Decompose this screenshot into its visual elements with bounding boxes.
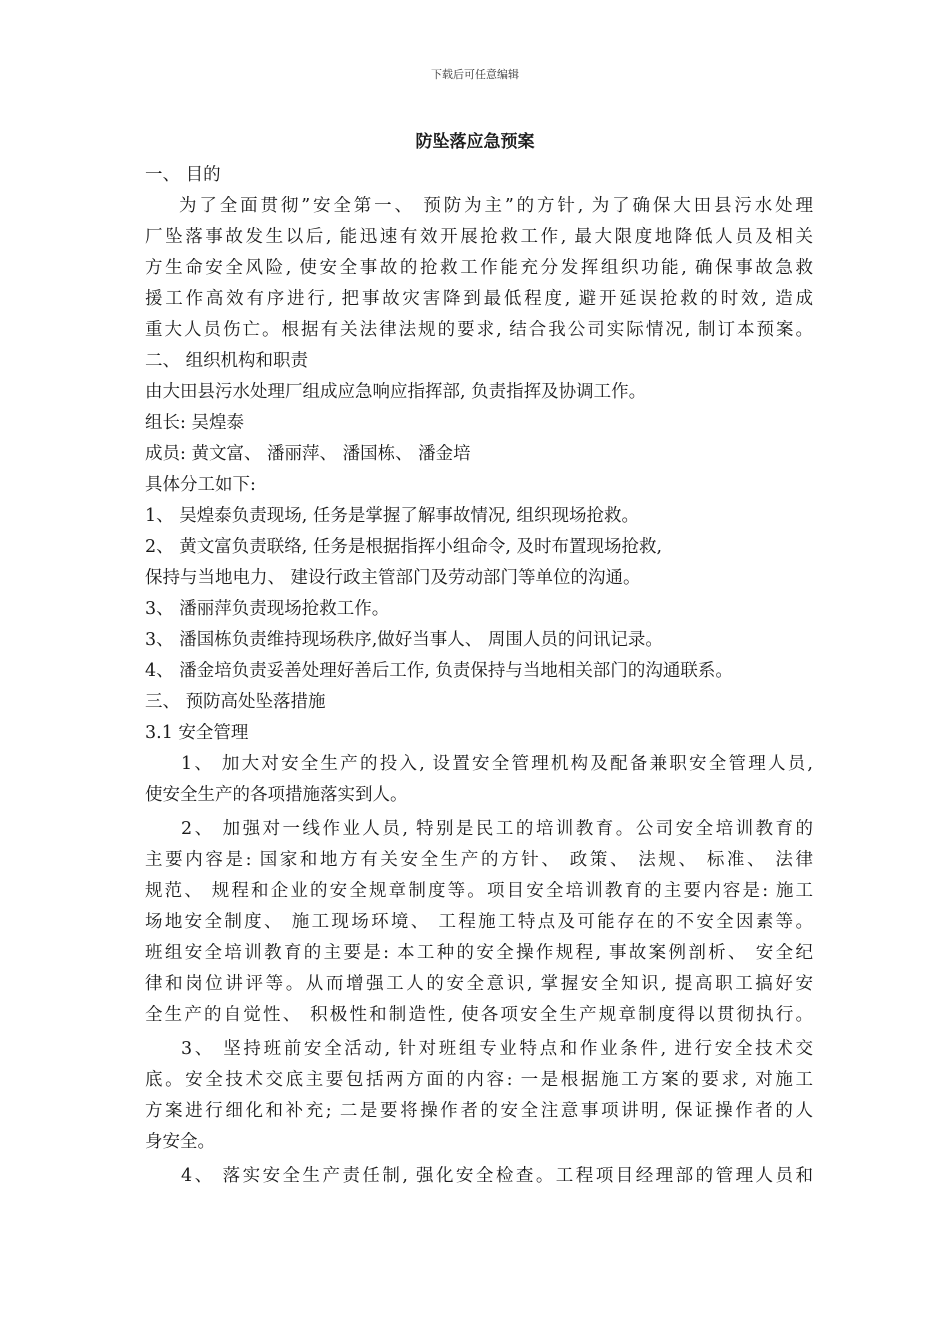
text-line: 底。安全技术交底主要包括两方面的内容: 一是根据施工方案的要求, 对施工 — [145, 1070, 813, 1090]
header-note: 下载后可任意编辑 — [431, 68, 519, 81]
text-line: 厂坠落事故发生以后, 能迅速有效开展抢救工作, 最大限度地降低人员及相关 — [145, 227, 813, 247]
text-line: 班组安全培训教育的主要是: 本工种的安全操作规程, 事故案例剖析、 安全纪 — [145, 943, 813, 963]
text-line: 由大田县污水处理厂组成应急响应指挥部, 负责指挥及协调工作。 — [145, 382, 647, 402]
text-line: 重大人员伤亡。根据有关法律法规的要求, 结合我公司实际情况, 制订本预案。 — [145, 320, 813, 340]
text-line: 2、 加强对一线作业人员, 特别是民工的培训教育。公司安全培训教育的 — [181, 819, 813, 839]
text-line: 3、 潘国栋负责维持现场秩序,做好当事人、 周围人员的问讯记录。 — [145, 630, 663, 650]
text-line: 1、 加大对安全生产的投入, 设置安全管理机构及配备兼职安全管理人员, — [181, 754, 813, 774]
text-line: 2、 黄文富负责联络, 任务是根据指挥小组命令, 及时布置现场抢救, — [145, 537, 663, 557]
text-line: 律和岗位讲评等。从而增强工人的安全意识, 掌握安全知识, 提高职工搞好安 — [145, 974, 813, 994]
text-line: 4、 落实安全生产责任制, 强化安全检查。工程项目经理部的管理人员和 — [181, 1166, 813, 1186]
text-line: 为了全面贯彻”安全第一、 预防为主”的方针, 为了确保大田县污水处理 — [179, 196, 813, 216]
document-title: 防坠落应急预案 — [415, 132, 535, 152]
text-line: 方生命安全风险, 使安全事故的抢救工作能充分发挥组织功能, 确保事故急救 — [145, 258, 813, 278]
text-line: 具体分工如下: — [145, 475, 256, 495]
text-line: 三、 预防高处坠落措施 — [145, 692, 326, 712]
text-line: 场地安全制度、 施工现场环境、 工程施工特点及可能存在的不安全因素等。 — [145, 912, 813, 932]
text-line: 援工作高效有序进行, 把事故灾害降到最低程度, 避开延误抢救的时效, 造成 — [145, 289, 813, 309]
text-line: 全生产的自觉性、 积极性和制造性, 使各项安全生产规章制度得以贯彻执行。 — [145, 1005, 813, 1025]
text-line: 规范、 规程和企业的安全规章制度等。项目安全培训教育的主要内容是: 施工 — [145, 881, 813, 901]
document-body — [145, 160, 813, 1192]
text-line: 身安全。 — [145, 1132, 215, 1152]
text-line: 主要内容是: 国家和地方有关安全生产的方针、 政策、 法规、 标准、 法律 — [145, 850, 813, 870]
text-line: 1、 吴煌泰负责现场, 任务是掌握了解事故情况, 组织现场抢救。 — [145, 506, 639, 526]
text-line: 方案进行细化和补充; 二是要将操作者的安全注意事项讲明, 保证操作者的人 — [145, 1101, 813, 1121]
text-line: 二、 组织机构和职责 — [145, 351, 309, 371]
text-line: 4、 潘金培负责妥善处理好善后工作, 负责保持与当地相关部门的沟通联系。 — [145, 661, 733, 681]
text-line: 保持与当地电力、 建设行政主管部门及劳动部门等单位的沟通。 — [145, 568, 641, 588]
text-line: 一、 目的 — [145, 165, 221, 185]
text-line: 成员: 黄文富、 潘丽萍、 潘国栋、 潘金培 — [145, 444, 471, 464]
text-line: 3、 潘丽萍负责现场抢救工作。 — [145, 599, 390, 619]
text-line: 3、 坚持班前安全活动, 针对班组专业特点和作业条件, 进行安全技术交 — [181, 1039, 813, 1059]
text-line: 组长: 吴煌泰 — [145, 413, 244, 433]
text-line: 使安全生产的各项措施落实到人。 — [145, 785, 408, 805]
text-line: 3.1 安全管理 — [145, 723, 249, 743]
